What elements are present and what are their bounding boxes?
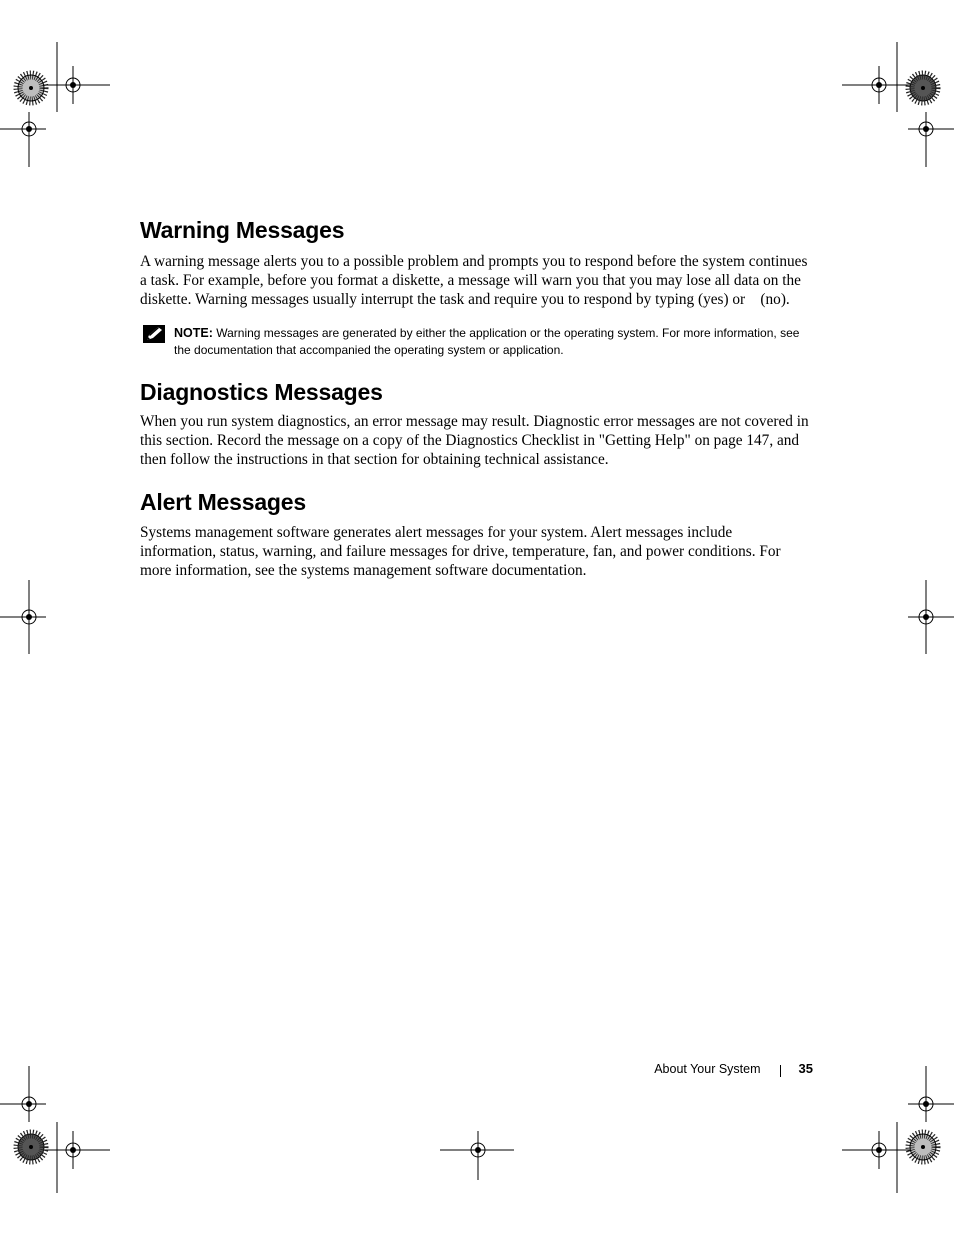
page-footer [654, 1061, 813, 1076]
note-label: NOTE: [174, 325, 213, 340]
diagnostics-messages-heading: Diagnostics Messages [140, 378, 383, 405]
footer-section-title: About Your System [654, 1061, 761, 1076]
page-number: 35 [798, 1061, 813, 1076]
note-callout [140, 325, 812, 359]
footer-separator [780, 1065, 781, 1077]
alert-messages-heading: Alert Messages [140, 489, 306, 516]
note-text [174, 325, 812, 359]
note-body: Warning messages are generated by either the application or the operating system. For more information, see the documentation that accompanied the operating system or application. [174, 325, 800, 357]
alert-messages-paragraph: Systems management software generates alert messages for your system. Alert messages include information, status, warning, and failure messages for drive, temperature, fan, and power conditions. For more information, see the systems management software documentation. [140, 523, 781, 579]
note-pencil-icon [143, 325, 165, 348]
page-content [140, 214, 812, 580]
warning-messages-paragraph: A warning message alerts you to a possible problem and prompts you to respond before the system continues a task. For example, before you format a diskette, a message will warn you that you may lose all data on the diskette. Warning messages usually interrupt the task and require you to respond by typing (yes) or (no). [140, 252, 808, 308]
diagnostics-messages-paragraph: When you run system diagnostics, an error message may result. Diagnostic error messages are not covered in this section. Record the message on a copy of the Diagnostics Checklist in "Getting Help" on page 147, and then follow the instructions in that section for obtaining technical assistance. [140, 413, 809, 469]
warning-messages-heading: Warning Messages [140, 217, 345, 243]
